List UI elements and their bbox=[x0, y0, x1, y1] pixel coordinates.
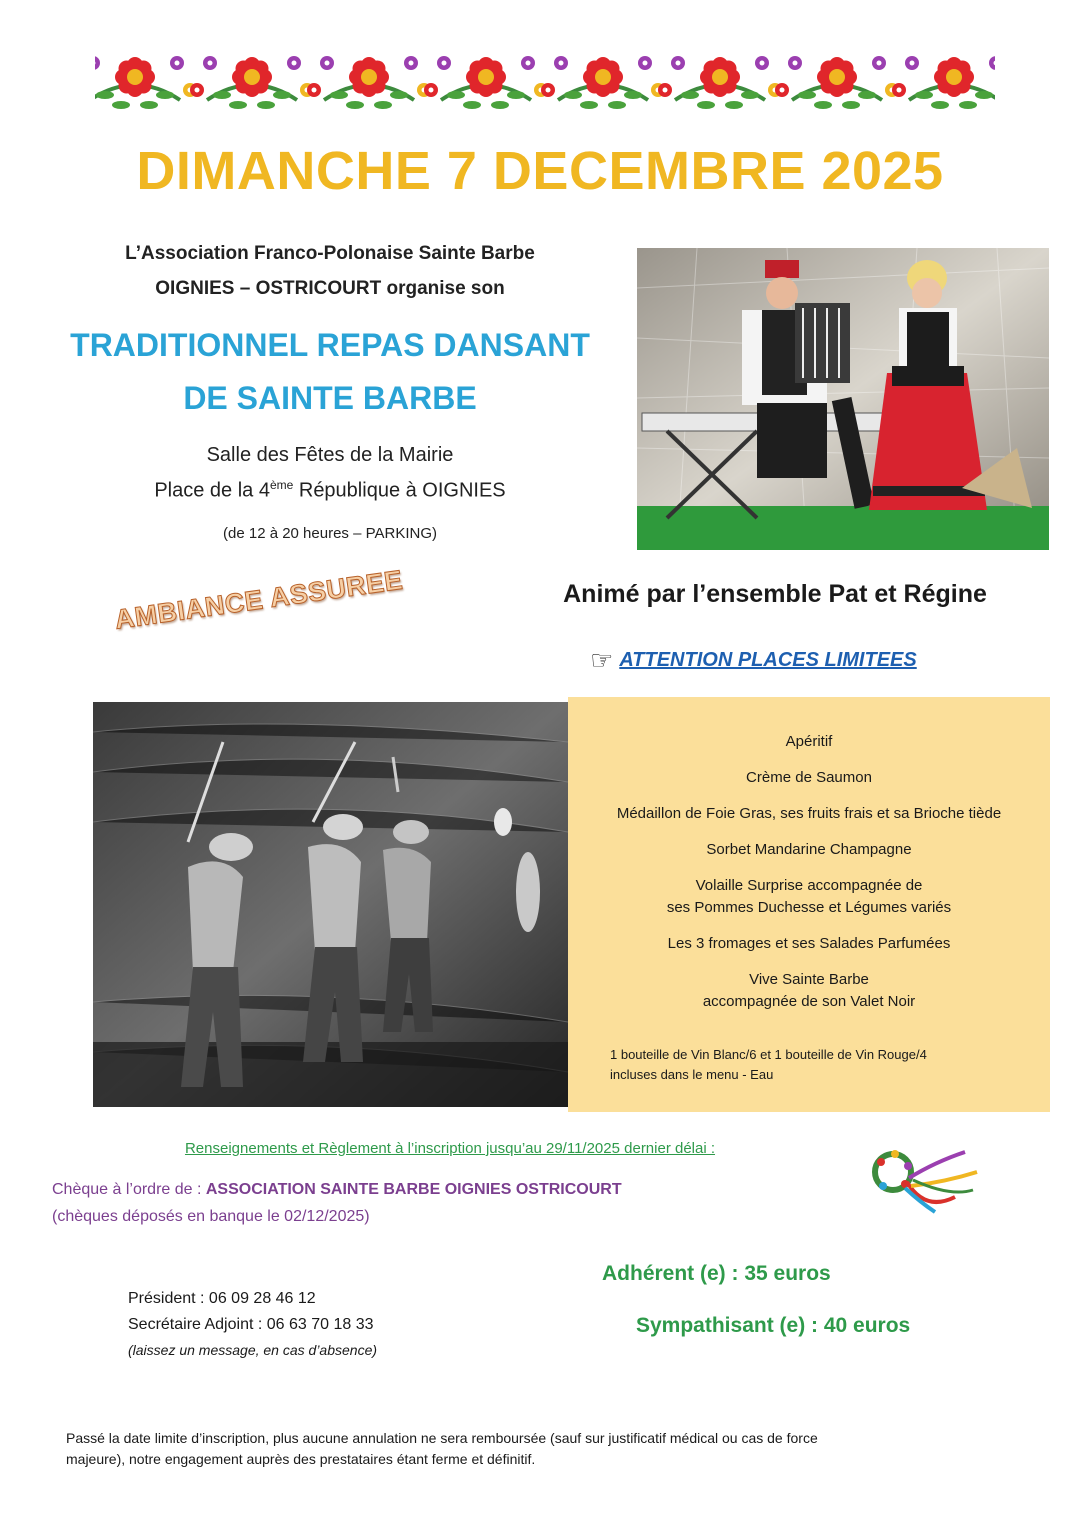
disclaimer-line-2: majeure), notre engagement auprès des prestataires étant ferme et définitif. bbox=[66, 1451, 536, 1467]
small-flower-center bbox=[195, 88, 200, 93]
event-hours: (de 12 à 20 heures – PARKING) bbox=[223, 525, 437, 542]
flower-leaf bbox=[580, 101, 598, 109]
menu-item: Sorbet Mandarine Champagne bbox=[706, 841, 912, 858]
small-flower-center bbox=[292, 61, 297, 66]
small-flower-center bbox=[793, 61, 798, 66]
cheque-payee-line bbox=[52, 1181, 772, 1199]
flower-leaf bbox=[858, 91, 876, 99]
small-flower-center bbox=[663, 88, 668, 93]
flower-core bbox=[595, 69, 611, 85]
flower-leaf bbox=[463, 101, 481, 109]
disclaimer bbox=[66, 1428, 1006, 1470]
flower-wreath-ribbons-icon bbox=[865, 1142, 985, 1217]
small-flower-center bbox=[559, 61, 564, 66]
contact-note: (laissez un message, en cas d’absence) bbox=[128, 1342, 378, 1358]
flower-leaf bbox=[96, 91, 114, 99]
cheque-prefix: Chèque à l’ordre de : bbox=[52, 1181, 206, 1198]
flower-core bbox=[829, 69, 845, 85]
flower-core bbox=[946, 69, 962, 85]
registration-info-link[interactable]: Renseignements et Règlement à l’inscription jusqu’au 29/11/2025 dernier délai : bbox=[184, 1140, 716, 1157]
flower-leaf bbox=[624, 91, 642, 99]
event-title-line-2: DE SAINTE BARBE bbox=[183, 380, 477, 416]
small-flower-center bbox=[442, 61, 447, 66]
attention-notice bbox=[590, 645, 990, 676]
intro-line-1: L’Association Franco-Polonaise Sainte Barbe bbox=[125, 243, 535, 264]
floral-border bbox=[95, 45, 995, 115]
flower-core bbox=[712, 69, 728, 85]
contact-president: Président : 06 09 28 46 12 bbox=[128, 1290, 316, 1307]
small-flower-center bbox=[526, 61, 531, 66]
flower-leaf bbox=[741, 91, 759, 99]
price-supporter: Sympathisant (e) : 40 euros bbox=[636, 1314, 911, 1337]
event-date: DIMANCHE 7 DECEMBRE 2025 bbox=[136, 141, 944, 201]
venue-line-2 bbox=[40, 478, 620, 503]
small-flower-center bbox=[780, 88, 785, 93]
small-flower-center bbox=[643, 61, 648, 66]
small-flower-center bbox=[760, 61, 765, 66]
small-flower-center bbox=[409, 61, 414, 66]
flower-leaf bbox=[931, 101, 949, 109]
flower-leaf bbox=[491, 101, 509, 109]
flower-leaf bbox=[447, 91, 465, 99]
flower-leaf bbox=[959, 101, 977, 109]
flower-leaf bbox=[374, 101, 392, 109]
flower-leaf bbox=[112, 101, 130, 109]
small-flower-center bbox=[175, 61, 180, 66]
flower-leaf bbox=[697, 101, 715, 109]
intro-line-2: OIGNIES – OSTRICOURT organise son bbox=[155, 278, 505, 299]
flower-leaf bbox=[346, 101, 364, 109]
miners-engraving-image bbox=[93, 702, 568, 1107]
flower-leaf bbox=[798, 91, 816, 99]
flower-leaf bbox=[507, 91, 525, 99]
flower-leaf bbox=[842, 101, 860, 109]
menu-item: Apéritif bbox=[785, 733, 833, 750]
venue-address-superscript: ème bbox=[269, 478, 294, 492]
flower-leaf bbox=[213, 91, 231, 99]
price-member: Adhérent (e) : 35 euros bbox=[602, 1262, 831, 1285]
ambiance-banner: AMBIANCE ASSUREE bbox=[112, 564, 405, 635]
menu-item: Vive Sainte Barbe bbox=[749, 971, 869, 988]
menu-item: Volaille Surprise accompagnée de bbox=[695, 877, 923, 894]
flower-leaf bbox=[915, 91, 933, 99]
flower-leaf bbox=[814, 101, 832, 109]
small-flower-center bbox=[325, 61, 330, 66]
contact-secretary: Secrétaire Adjoint : 06 63 70 18 33 bbox=[128, 1316, 374, 1333]
small-flower-center bbox=[910, 61, 915, 66]
flower-core bbox=[244, 69, 260, 85]
cheque-deposit-note: (chèques déposés en banque le 02/12/2025) bbox=[52, 1208, 370, 1225]
menu-panel bbox=[568, 697, 1050, 1112]
flower-leaf bbox=[975, 91, 993, 99]
flower-core bbox=[361, 69, 377, 85]
small-flower-center bbox=[208, 61, 213, 66]
event-title-line-1: TRADITIONNEL REPAS DANSANT bbox=[70, 327, 590, 363]
small-flower-center bbox=[676, 61, 681, 66]
menu-item: ses Pommes Duchesse et Légumes variés bbox=[666, 899, 952, 916]
small-flower-center bbox=[312, 88, 317, 93]
small-flower-center bbox=[897, 88, 902, 93]
flower-leaf bbox=[257, 101, 275, 109]
flower-leaf bbox=[564, 91, 582, 99]
flower-leaf bbox=[725, 101, 743, 109]
flower-core bbox=[127, 69, 143, 85]
small-flower bbox=[95, 56, 100, 70]
flower-core bbox=[478, 69, 494, 85]
flower-leaf bbox=[390, 91, 408, 99]
small-flower-center bbox=[877, 61, 882, 66]
flower-leaf bbox=[156, 91, 174, 99]
flower-leaf bbox=[140, 101, 158, 109]
animated-by-text: Animé par l’ensemble Pat et Régine bbox=[563, 580, 987, 608]
flower-leaf bbox=[330, 91, 348, 99]
flower-leaf bbox=[681, 91, 699, 99]
small-flower-center bbox=[429, 88, 434, 93]
menu-item: Médaillon de Foie Gras, ses fruits frais et sa Brioche tiède bbox=[616, 805, 1002, 822]
menu-wine-line-2: incluses dans le menu - Eau bbox=[610, 1067, 774, 1082]
flower-leaf bbox=[229, 101, 247, 109]
disclaimer-line-1: Passé la date limite d’inscription, plus aucune annulation ne sera remboursée (sauf sur justificatif médical ou cas de force bbox=[66, 1430, 818, 1446]
pointing-hand-icon: ☞ bbox=[590, 645, 614, 675]
flower-leaf bbox=[608, 101, 626, 109]
venue-address-suffix: République à OIGNIES bbox=[293, 479, 506, 502]
venue-address-prefix: Place de la 4 bbox=[154, 479, 270, 502]
menu-wine-line-1: 1 bouteille de Vin Blanc/6 et 1 bouteille de Vin Rouge/4 bbox=[610, 1047, 927, 1062]
menu-item: accompagnée de son Valet Noir bbox=[702, 993, 916, 1010]
musicians-photo bbox=[637, 248, 1049, 550]
flower-leaf bbox=[273, 91, 291, 99]
menu-item: Crème de Saumon bbox=[746, 769, 872, 786]
small-flower-center bbox=[546, 88, 551, 93]
venue-line-1: Salle des Fêtes de la Mairie bbox=[206, 444, 454, 466]
menu-item: Les 3 fromages et ses Salades Parfumées bbox=[667, 935, 951, 952]
attention-places-link[interactable]: ATTENTION PLACES LIMITEES bbox=[619, 649, 917, 671]
cheque-payee: ASSOCIATION SAINTE BARBE OIGNIES OSTRICOURT bbox=[205, 1181, 622, 1198]
